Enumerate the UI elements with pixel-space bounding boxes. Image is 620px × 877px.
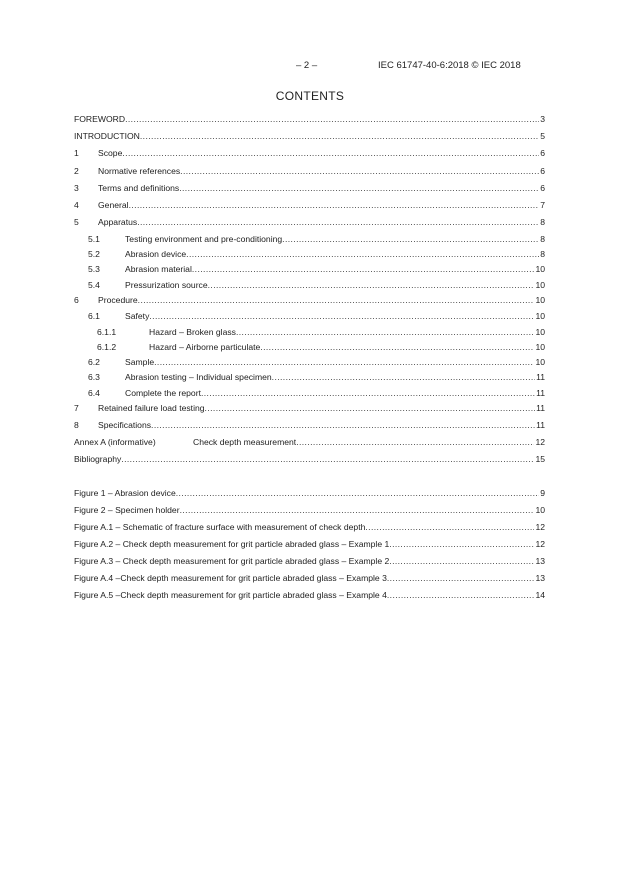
figure-entry-page: 13 <box>535 556 545 566</box>
figure-entry-page: 10 <box>535 505 545 515</box>
figure-entry-title: Figure A.4 –Check depth measurement for grit particle abraded glass – Example 3 <box>74 573 387 583</box>
toc-entry-page: 10 <box>535 357 545 367</box>
toc-entry-number: 7 <box>74 403 79 413</box>
toc-entry-title: Abrasion device <box>125 249 187 259</box>
figure-entry-line <box>74 572 545 584</box>
toc-entry-number: 6.4 <box>88 388 100 398</box>
dot-leader <box>180 165 539 177</box>
toc-entry-line <box>98 419 545 431</box>
toc-entry-line <box>193 436 545 448</box>
toc-entry[interactable] <box>74 233 545 245</box>
figure-entry-line <box>74 504 545 516</box>
toc-entry-number: 5.1 <box>88 234 100 244</box>
toc-entry-page: 10 <box>535 342 545 352</box>
dot-leader <box>389 538 534 550</box>
toc-entry[interactable] <box>74 310 545 322</box>
toc-entry[interactable] <box>74 402 545 414</box>
dot-leader <box>236 326 535 338</box>
toc-entry-page: 11 <box>536 403 545 413</box>
toc-entry-title: Abrasion material <box>125 264 192 274</box>
figure-entry[interactable] <box>74 504 545 516</box>
toc-entry-line <box>125 387 545 399</box>
figure-entry-line <box>74 538 545 550</box>
toc-entry-title: INTRODUCTION <box>74 131 140 141</box>
toc-entry-number: 5.2 <box>88 249 100 259</box>
dot-leader <box>260 341 534 353</box>
toc-entry[interactable] <box>74 294 545 306</box>
toc-entry-line <box>125 371 545 383</box>
figure-entry-page: 12 <box>535 539 545 549</box>
figure-entry[interactable] <box>74 589 545 601</box>
dot-leader <box>151 419 535 431</box>
dot-leader <box>201 387 535 399</box>
toc-entry-title: Normative references <box>98 166 181 176</box>
toc-entry[interactable] <box>74 371 545 383</box>
toc-entry[interactable] <box>74 326 545 338</box>
toc-entry-page: 8 <box>540 249 545 259</box>
toc-entry-page: 6 <box>540 166 545 176</box>
toc-entry-page: 5 <box>540 131 545 141</box>
toc-entry-title: Specifications <box>98 420 152 430</box>
toc-entry-title: Hazard – Airborne particulate <box>149 342 261 352</box>
toc-entry-page: 10 <box>535 295 545 305</box>
toc-entry-page: 10 <box>535 327 545 337</box>
dot-leader <box>387 589 535 601</box>
dot-leader <box>149 310 534 322</box>
toc-entry-page: 11 <box>536 420 545 430</box>
figure-entry-title: Figure A.1 – Schematic of fracture surface with measurement of check depth <box>74 522 366 532</box>
figure-entry-page: 13 <box>535 573 545 583</box>
toc-entry-number: 6 <box>74 295 79 305</box>
toc-entry[interactable] <box>74 436 545 448</box>
dot-leader <box>176 487 539 499</box>
dot-leader <box>122 147 539 159</box>
toc-entry-page: 6 <box>540 148 545 158</box>
toc-entry-number: 2 <box>74 166 79 176</box>
toc-entry-number: 6.1.1 <box>97 327 117 337</box>
dot-leader <box>125 113 539 125</box>
page-number: – 2 – <box>296 60 318 71</box>
toc-entry[interactable] <box>74 341 545 353</box>
toc-entry-number: 4 <box>74 200 79 210</box>
dot-leader <box>138 294 535 306</box>
toc-entry-line <box>98 199 545 211</box>
toc-entry-line <box>149 326 545 338</box>
toc-entry-page: 12 <box>535 437 545 447</box>
toc-entry-number: 6.2 <box>88 357 100 367</box>
figure-entry[interactable] <box>74 487 545 499</box>
dot-leader <box>154 356 534 368</box>
toc-entry-page: 10 <box>535 280 545 290</box>
toc-entry-title: Retained failure load testing <box>98 403 205 413</box>
toc-entry-line <box>125 279 545 291</box>
toc-entry[interactable] <box>74 130 545 142</box>
dot-leader <box>186 248 539 260</box>
toc-entry-line <box>98 402 545 414</box>
toc-entry-title: Terms and definitions <box>98 183 180 193</box>
toc-entry-line <box>74 113 545 125</box>
toc-entry-page: 11 <box>536 388 545 398</box>
toc-entry-title: Pressurization source <box>125 280 208 290</box>
figure-entry-page: 9 <box>540 488 545 498</box>
toc-entry-number: 5 <box>74 217 79 227</box>
toc-entry[interactable] <box>74 356 545 368</box>
toc-entry-line <box>149 341 545 353</box>
contents-title: CONTENTS <box>275 89 345 103</box>
toc-entry-title: Procedure <box>98 295 138 305</box>
dot-leader <box>129 199 540 211</box>
toc-entry-number: 5.3 <box>88 264 100 274</box>
toc-entry[interactable] <box>74 216 545 228</box>
toc-entry-number: Annex A (informative) <box>74 437 156 447</box>
toc-entry-line <box>98 294 545 306</box>
toc-entry-line <box>125 310 545 322</box>
figure-entry[interactable] <box>74 572 545 584</box>
toc-entry-number: 8 <box>74 420 79 430</box>
toc-entry-title: Safety <box>125 311 150 321</box>
toc-entry-page: 3 <box>540 114 545 124</box>
toc-entry[interactable] <box>74 147 545 159</box>
toc-entry-title: Complete the report <box>125 388 201 398</box>
toc-entry-line <box>74 453 545 465</box>
toc-entry-page: 8 <box>540 217 545 227</box>
figure-entry-line <box>74 521 545 533</box>
toc-entry-number: 3 <box>74 183 79 193</box>
figure-entry-title: Figure A.3 – Check depth measurement for grit particle abraded glass – Example 2 <box>74 556 390 566</box>
dot-leader <box>389 555 534 567</box>
toc-entry-page: 11 <box>536 372 545 382</box>
toc-entry-line <box>125 248 545 260</box>
toc-entry[interactable] <box>74 279 545 291</box>
toc-entry-title: Scope <box>98 148 123 158</box>
figure-entry-title: Figure A.2 – Check depth measurement for grit particle abraded glass – Example 1 <box>74 539 390 549</box>
toc-entry-line <box>98 182 545 194</box>
figure-entry[interactable] <box>74 521 545 533</box>
figure-entry-page: 12 <box>535 522 545 532</box>
figure-entry[interactable] <box>74 538 545 550</box>
toc-entry[interactable] <box>74 419 545 431</box>
figure-entry-title: Figure 1 – Abrasion device <box>74 488 176 498</box>
toc-entry[interactable] <box>74 453 545 465</box>
toc-entry[interactable] <box>74 387 545 399</box>
dot-leader <box>121 453 534 465</box>
toc-entry-line <box>98 165 545 177</box>
toc-entry[interactable] <box>74 248 545 260</box>
dot-leader <box>387 572 535 584</box>
toc-entry-page: 8 <box>540 234 545 244</box>
figure-entry-title: Figure 2 – Specimen holder <box>74 505 180 515</box>
toc-entry-number: 6.3 <box>88 372 100 382</box>
dot-leader <box>272 371 535 383</box>
dot-leader <box>208 279 535 291</box>
toc-entry-title: Abrasion testing – Individual specimen <box>125 372 272 382</box>
dot-leader <box>179 182 539 194</box>
document-id: IEC 61747-40-6:2018 © IEC 2018 <box>378 60 521 71</box>
toc-entry-page: 6 <box>540 183 545 193</box>
toc-entry-number: 6.1.2 <box>97 342 117 352</box>
toc-entry-line <box>125 356 545 368</box>
toc-entry-line <box>98 216 545 228</box>
toc-entry-page: 7 <box>540 200 545 210</box>
toc-entry-title: Check depth measurement <box>193 437 297 447</box>
toc-entry-title: Hazard – Broken glass <box>149 327 236 337</box>
toc-entry-line <box>125 263 545 275</box>
toc-entry[interactable] <box>74 263 545 275</box>
figure-entry-line <box>74 589 545 601</box>
toc-entry-title: General <box>98 200 129 210</box>
toc-entry-title: Sample <box>125 357 155 367</box>
toc-entry-page: 10 <box>535 311 545 321</box>
toc-entry-line <box>98 147 545 159</box>
toc-entry-page: 15 <box>535 454 545 464</box>
dot-leader <box>205 402 536 414</box>
dot-leader <box>140 130 539 142</box>
figure-entry[interactable] <box>74 555 545 567</box>
toc-entry-page: 10 <box>535 264 545 274</box>
dot-leader <box>282 233 539 245</box>
toc-entry-title: Apparatus <box>98 217 138 227</box>
toc-entry-title: FOREWORD <box>74 114 126 124</box>
dot-leader <box>180 504 535 516</box>
toc-entry-number: 5.4 <box>88 280 100 290</box>
toc-entry-title: Bibliography <box>74 454 122 464</box>
toc-entry[interactable] <box>74 182 545 194</box>
dot-leader <box>192 263 535 275</box>
toc-entry[interactable] <box>74 199 545 211</box>
figure-entry-line <box>74 487 545 499</box>
toc-entry[interactable] <box>74 165 545 177</box>
toc-entry-line <box>125 233 545 245</box>
toc-entry-title: Testing environment and pre-conditioning <box>125 234 283 244</box>
toc-entry-number: 1 <box>74 148 79 158</box>
figure-entry-title: Figure A.5 –Check depth measurement for grit particle abraded glass – Example 4 <box>74 590 387 600</box>
dot-leader <box>296 436 534 448</box>
figure-entry-page: 14 <box>535 590 545 600</box>
toc-entry-line <box>74 130 545 142</box>
toc-entry[interactable] <box>74 113 545 125</box>
figure-entry-line <box>74 555 545 567</box>
dot-leader <box>137 216 539 228</box>
dot-leader <box>365 521 534 533</box>
toc-entry-number: 6.1 <box>88 311 100 321</box>
